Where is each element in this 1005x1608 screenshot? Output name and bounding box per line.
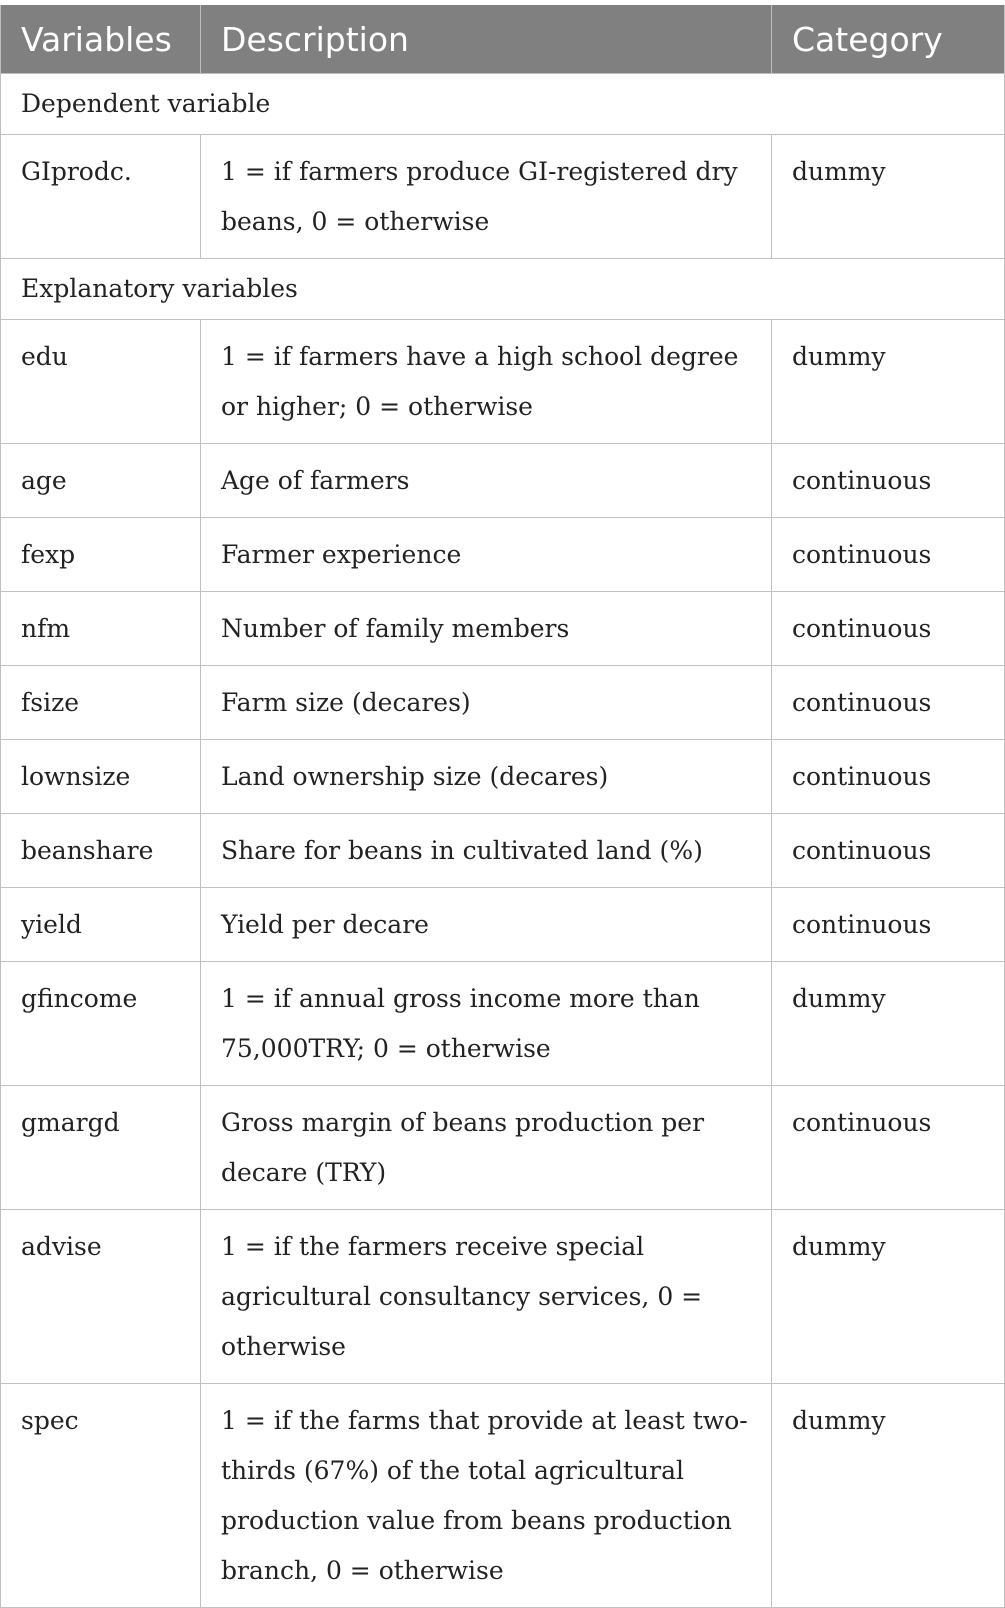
table-row xyxy=(1,1086,1005,1210)
category-cell: continuous xyxy=(772,814,1005,888)
table-row xyxy=(1,740,1005,814)
section-row-dependent xyxy=(1,74,1005,135)
description-cell: Farm size (decares) xyxy=(201,666,772,740)
section-row-explanatory xyxy=(1,259,1005,320)
variables-table xyxy=(0,5,1005,1608)
variable-cell: gfincome xyxy=(1,962,201,1086)
table-row xyxy=(1,592,1005,666)
description-cell: Farmer experience xyxy=(201,518,772,592)
header-category: Category xyxy=(772,5,1005,74)
table-row xyxy=(1,518,1005,592)
description-cell: Share for beans in cultivated land (%) xyxy=(201,814,772,888)
description-cell: 1 = if farmers have a high school degree or higher; 0 = otherwise xyxy=(201,320,772,444)
variable-cell: spec xyxy=(1,1384,201,1608)
section-label-explanatory: Explanatory variables xyxy=(1,259,1005,320)
variable-cell: beanshare xyxy=(1,814,201,888)
category-cell: dummy xyxy=(772,135,1005,259)
variable-cell: gmargd xyxy=(1,1086,201,1210)
category-cell: continuous xyxy=(772,518,1005,592)
category-cell: continuous xyxy=(772,666,1005,740)
table-header-row xyxy=(1,5,1005,74)
description-cell: Yield per decare xyxy=(201,888,772,962)
category-cell: dummy xyxy=(772,1384,1005,1608)
header-description: Description xyxy=(201,5,772,74)
category-cell: continuous xyxy=(772,444,1005,518)
variable-cell: age xyxy=(1,444,201,518)
category-cell: continuous xyxy=(772,1086,1005,1210)
table-row xyxy=(1,814,1005,888)
description-cell: 1 = if farmers produce GI-registered dry beans, 0 = otherwise xyxy=(201,135,772,259)
category-cell: dummy xyxy=(772,1210,1005,1384)
variable-cell: edu xyxy=(1,320,201,444)
description-cell: Number of family members xyxy=(201,592,772,666)
header-variables: Variables xyxy=(1,5,201,74)
description-cell: Land ownership size (decares) xyxy=(201,740,772,814)
variable-cell: advise xyxy=(1,1210,201,1384)
description-cell: Age of farmers xyxy=(201,444,772,518)
table-row xyxy=(1,444,1005,518)
category-cell: continuous xyxy=(772,740,1005,814)
description-cell: 1 = if annual gross income more than 75,000TRY; 0 = otherwise xyxy=(201,962,772,1086)
table-row xyxy=(1,962,1005,1086)
section-label-dependent: Dependent variable xyxy=(1,74,1005,135)
category-cell: continuous xyxy=(772,592,1005,666)
table-row xyxy=(1,320,1005,444)
table-row xyxy=(1,1210,1005,1384)
description-cell: 1 = if the farms that provide at least two-thirds (67%) of the total agricultural production value from beans production branch, 0 = otherwise xyxy=(201,1384,772,1608)
category-cell: dummy xyxy=(772,320,1005,444)
table-row xyxy=(1,666,1005,740)
description-cell: Gross margin of beans production per decare (TRY) xyxy=(201,1086,772,1210)
table-row xyxy=(1,135,1005,259)
description-cell: 1 = if the farmers receive special agricultural consultancy services, 0 = otherwise xyxy=(201,1210,772,1384)
variable-cell: nfm xyxy=(1,592,201,666)
category-cell: continuous xyxy=(772,888,1005,962)
category-cell: dummy xyxy=(772,962,1005,1086)
variable-cell: yield xyxy=(1,888,201,962)
variable-cell: fsize xyxy=(1,666,201,740)
variable-cell: fexp xyxy=(1,518,201,592)
variable-cell: GIprodc. xyxy=(1,135,201,259)
table-row xyxy=(1,1384,1005,1608)
table-row xyxy=(1,888,1005,962)
variable-cell: lownsize xyxy=(1,740,201,814)
